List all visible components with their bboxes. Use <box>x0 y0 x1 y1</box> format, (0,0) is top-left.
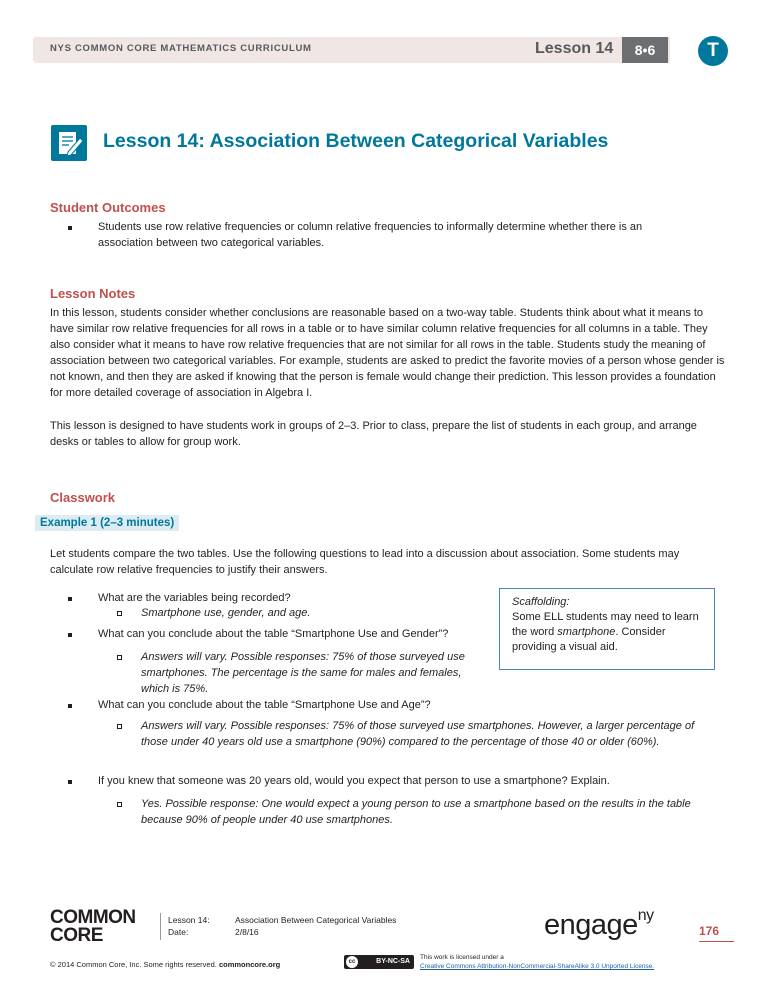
footer-date-label: Date: <box>168 927 189 937</box>
sub-bullet <box>117 724 122 729</box>
cc-icon: cc <box>346 956 358 968</box>
copyright: © 2014 Common Core, Inc. Some rights reserved. commoncore.org <box>50 960 281 969</box>
classwork-intro: Let students compare the two tables. Use the following questions to lead into a discussion about association. Some students may calculate row relative frequencies to justify their answers. <box>50 548 680 576</box>
scaffolding-word: smartphone <box>557 626 616 638</box>
sub-bullet <box>117 611 122 616</box>
page-number-rule <box>699 941 734 942</box>
page-number: 176 <box>699 924 720 938</box>
license-text: This work is licensed under a Creative Commons Attribution-NonCommercial-ShareAlike 3.0 Unported License. <box>420 954 655 970</box>
footer-lesson-value: Association Between Categorical Variables <box>235 915 397 925</box>
notes-heading: Lesson Notes <box>50 286 136 301</box>
question-3: What can you conclude about the table “Smartphone Use and Age”? <box>98 699 431 711</box>
bullet <box>68 226 72 230</box>
classwork-heading: Classwork <box>50 490 116 505</box>
scaffolding-box <box>499 588 715 670</box>
curriculum-label: NYS COMMON CORE MATHEMATICS CURRICULUM <box>50 43 312 54</box>
example-1-title: Example 1 (2–3 minutes) <box>35 515 179 531</box>
footer-divider <box>160 913 161 940</box>
answer-4: Yes. Possible response: One would expect a young person to use a smartphone based on the results in the table because 90% of people under 40 use smartphones. <box>141 798 691 826</box>
question-1: What are the variables being recorded? <box>98 592 291 604</box>
page-title: Lesson 14: Association Between Categorical Variables <box>103 130 609 152</box>
cc-license-badge: cc BY-NC-SA <box>344 955 414 969</box>
teacher-badge: T <box>698 36 728 66</box>
question-4: If you knew that someone was 20 years old, would you expect that person to use a smartphone? Explain. <box>98 775 610 787</box>
bullet <box>68 780 72 784</box>
module-badge: 8•6 <box>622 37 668 63</box>
sub-bullet <box>117 655 122 660</box>
common-core-logo: COMMON CORE <box>50 907 136 946</box>
lesson-edit-icon <box>51 125 87 161</box>
footer-date-value: 2/8/16 <box>235 927 259 937</box>
engageny-logo: engage$^{ny}$ <box>544 907 654 941</box>
bullet <box>68 633 72 637</box>
outcomes-heading: Student Outcomes <box>50 200 166 215</box>
outcome-text: Students use row relative frequencies or column relative frequencies to informally determine whether there is an association between two categorical variables. <box>98 221 643 249</box>
question-2: What can you conclude about the table “Smartphone Use and Gender”? <box>98 628 449 640</box>
notes-paragraph-1: In this lesson, students consider whether conclusions are reasonable based on a two-way table. Students think about what it means to have similar row relative frequencies for all rows in a table or to have similar column relative frequencies for all columns in a table. They also consider what it means to have row relative frequencies that are not similar for all rows in the table. Students study the meaning of association between two categorical variables. For example, students are asked to predict the favorite movies of a person whose gender is not known, and then they are asked if knowing that the person is female would change their prediction. This lesson provides a foundation for more detailed coverage of association in Algebra I. <box>50 307 725 399</box>
answer-2: Answers will vary. Possible responses: 75% of those surveyed use smartphones. The percentage is the same for males and females, which is 75%. <box>141 651 465 695</box>
answer-1: Smartphone use, gender, and age. <box>141 607 311 619</box>
scaffolding-text: Some ELL students may need to learn the word smartphone. Consider providing a visual aid. <box>512 611 699 653</box>
footer-lesson-label: Lesson 14: <box>168 915 210 925</box>
scaffolding-title: Scaffolding: <box>512 596 570 608</box>
lesson-label: Lesson 14 <box>535 40 614 57</box>
bullet <box>68 704 72 708</box>
sub-bullet <box>117 802 122 807</box>
answer-3: Answers will vary. Possible responses: 75% of those surveyed use smartphones. However, a larger percentage of those under 40 years old use a smartphone (90%) compared to the percentage of those 40 or older (60%). <box>141 720 695 748</box>
notes-paragraph-2: This lesson is designed to have students work in groups of 2–3. Prior to class, prepare the list of students in each group, and arrange desks or tables to allow for group work. <box>50 420 697 448</box>
bullet <box>68 597 72 601</box>
license-link[interactable]: Creative Commons Attribution-NonCommercial-ShareAlike 3.0 Unported License. <box>420 963 655 970</box>
